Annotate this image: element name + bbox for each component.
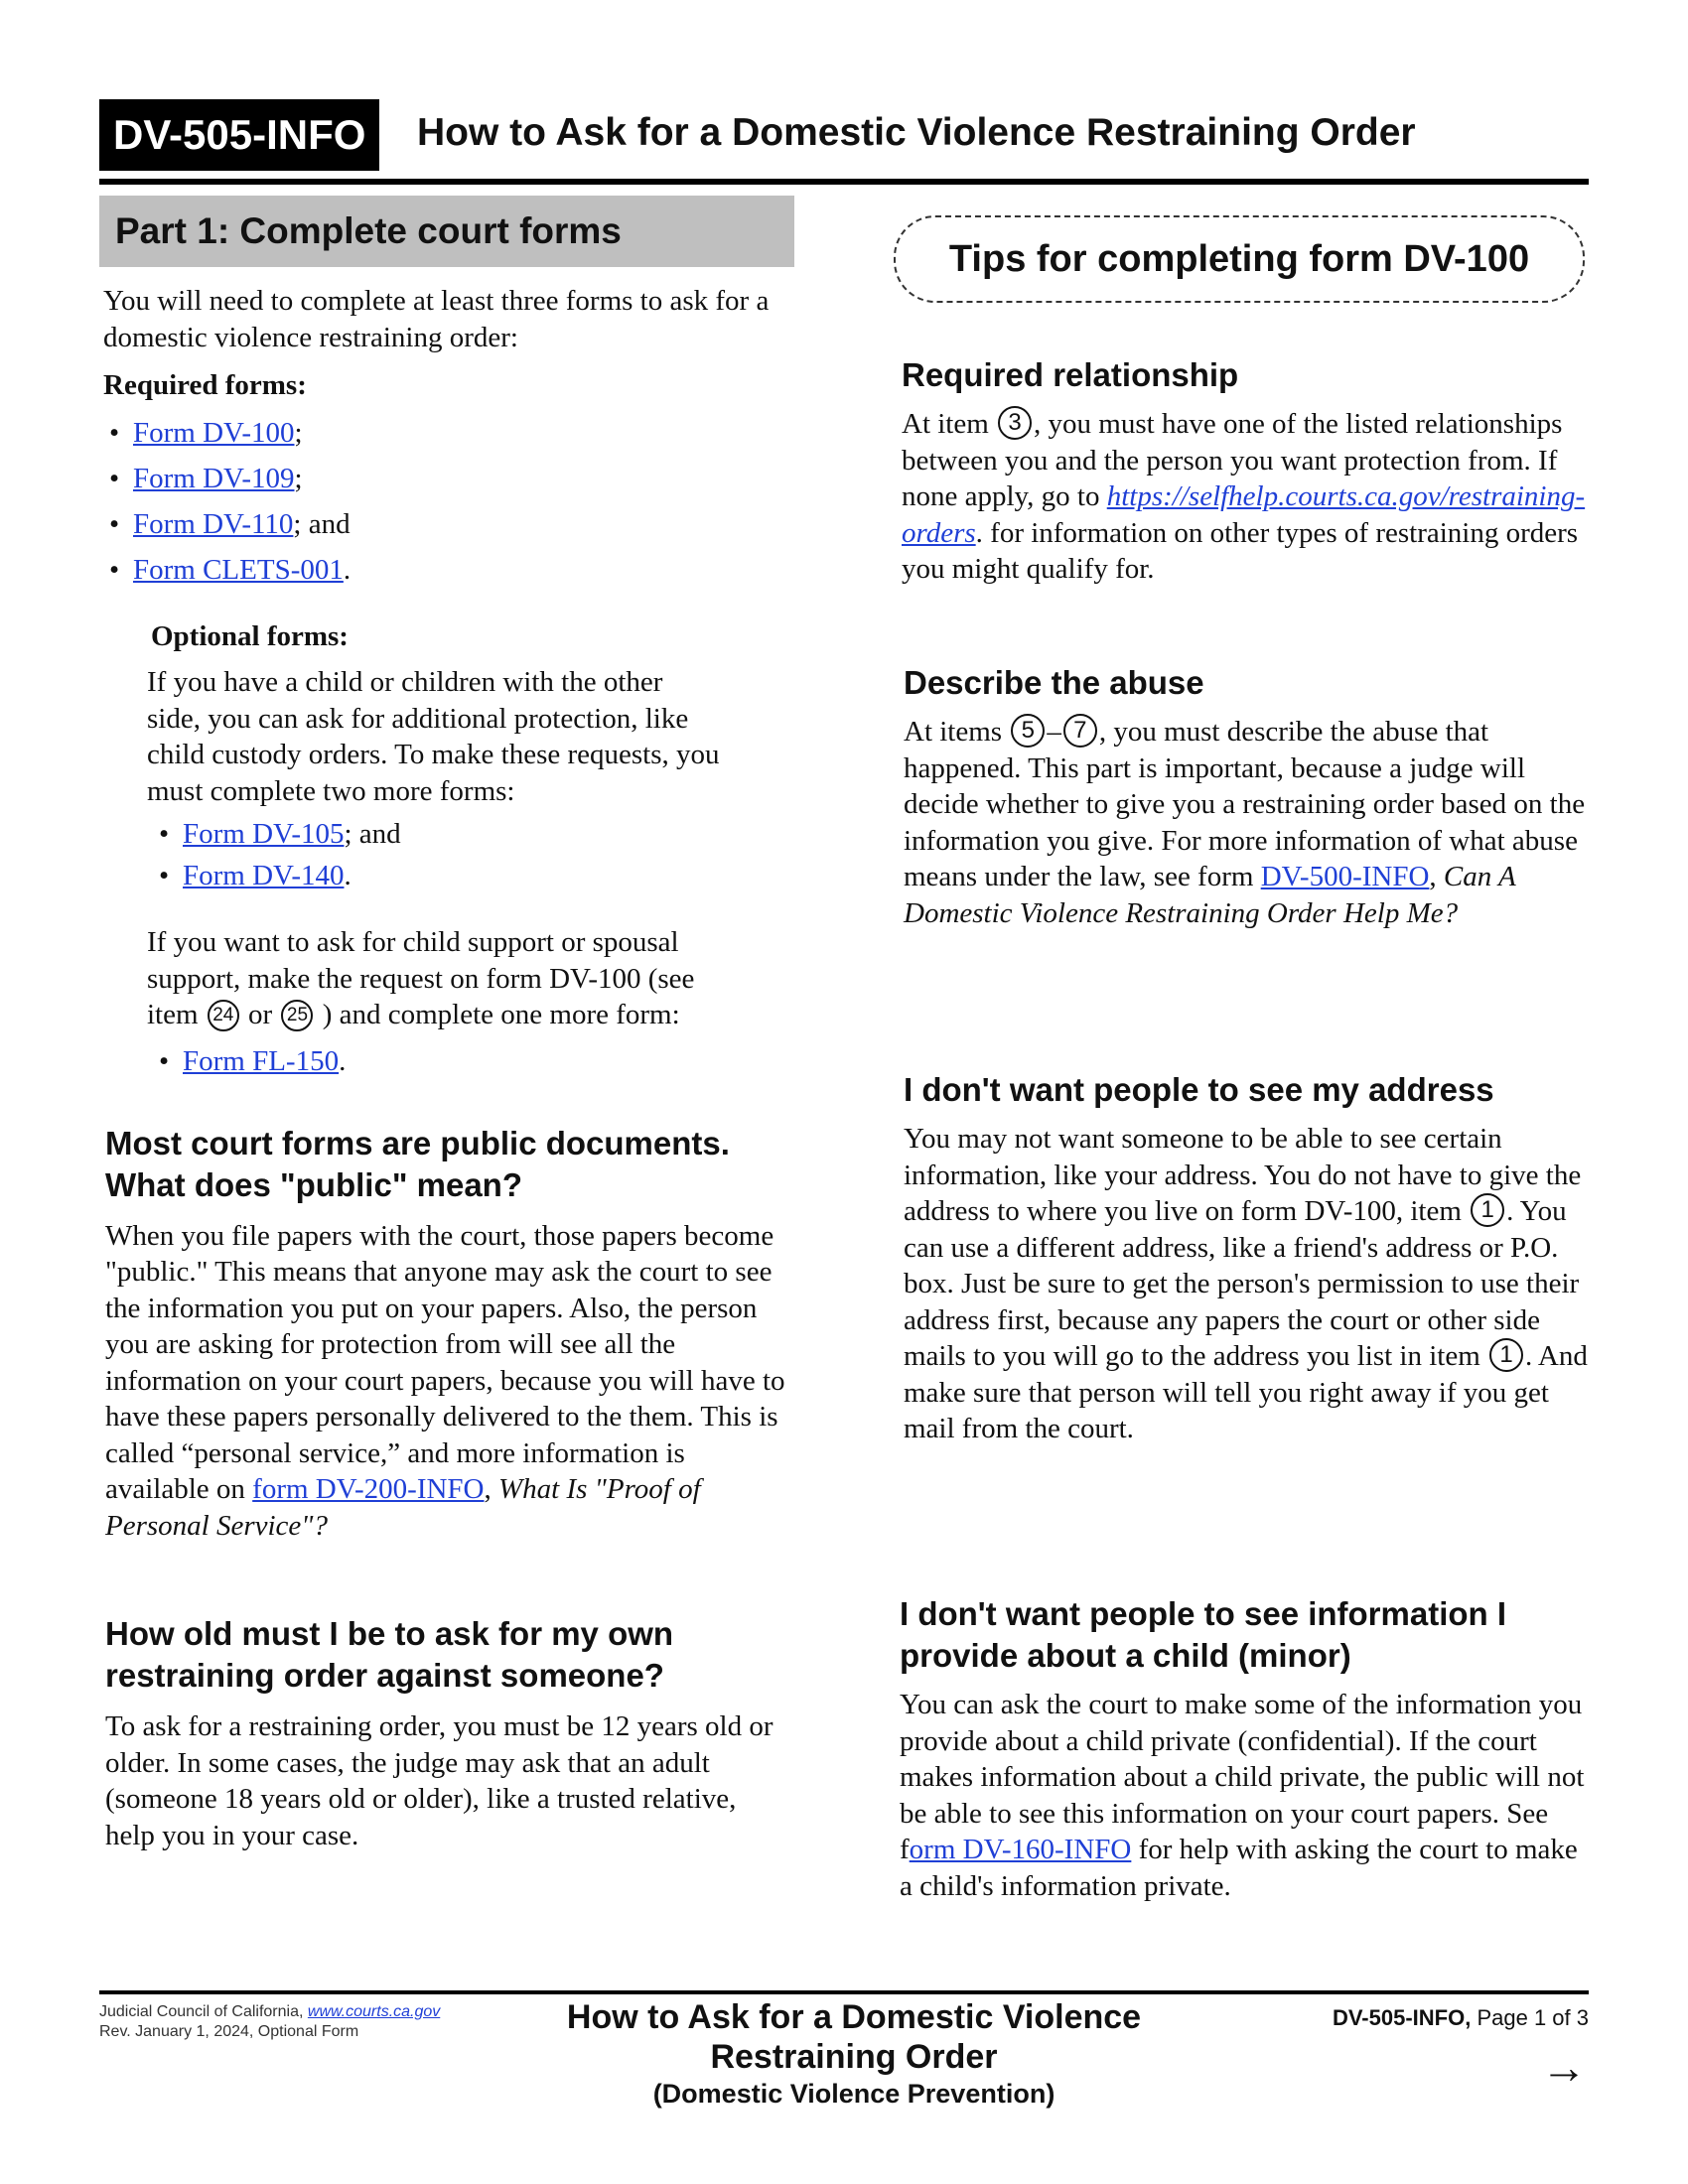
form-dv-105-link[interactable]: Form DV-105 [183, 818, 345, 850]
left-column [99, 196, 794, 1853]
form-dv-500-info-link[interactable]: DV-500-INFO [1260, 861, 1430, 892]
item-number-badge: 7 [1063, 714, 1097, 748]
list-item: • Form CLETS-001. [103, 547, 794, 593]
support-text: If you want to ask for child support or spousal support, make the request on form DV-100 (see item 24 or 25 ) and complete one more form: [147, 926, 695, 1030]
page-number: DV-505-INFO, Page 1 of 3 [1332, 2005, 1589, 2030]
form-dv-100-link[interactable]: Form DV-100 [133, 416, 295, 449]
intro-text: You will need to complete at least three forms to ask for a domestic violence restraining order: [103, 285, 770, 353]
relationship-heading: Required relationship [902, 356, 1239, 393]
footer-subtitle: (Domestic Violence Prevention) [652, 2079, 1055, 2109]
list-item: • Form DV-110; and [103, 501, 794, 547]
relationship-section [902, 354, 1587, 588]
courts-site-link[interactable]: www.courts.ca.gov [307, 2003, 441, 2020]
list-item: • Form DV-140. [153, 855, 794, 896]
form-clets-001-link[interactable]: Form CLETS-001 [133, 553, 344, 586]
list-item: • Form DV-100; [103, 410, 794, 456]
abuse-section [904, 662, 1589, 931]
address-text: You may not want someone to be able to see certain information, like your address. You do not have to give the address to where you live on form DV-100, item 1 . You can use a different address, like a friend's address or P.O. box. Just be sure to get the person's permission to use their address first, because any papers the court or other side mails to you will go to the address you list in item 1 . And make sure that person will tell you right away if you get mail from the court. [904, 1123, 1588, 1444]
next-page-arrow-icon[interactable]: → [1541, 2041, 1587, 2093]
optional-forms-list [147, 813, 794, 896]
revision-date: Rev. January 1, 2024, Optional Form [99, 2023, 359, 2040]
form-dv-140-link[interactable]: Form DV-140 [183, 860, 345, 891]
item-number-badge: 1 [1471, 1193, 1504, 1227]
public-documents-text: When you file papers with the court, those papers become "public." This means that anyone may ask the court to see the information you put on your papers. Also, the person you are asking for protection from will see all the information on your court papers, because you will have to have these papers personally delivered to the them. This is called “personal service,” and more information is available on form DV-200-INFO, What Is "Proof of Personal Service"? [105, 1219, 785, 1542]
relationship-text: At item 3 , you must have one of the listed relationships between you and the person you want protection from. If none apply, go to https://selfhelp.courts.ca.gov/restraining-orders. for information on other types of restraining orders you might qualify for. [902, 408, 1586, 585]
child-info-heading: I don't want people to see information I provide about a child (minor) [900, 1595, 1507, 1674]
form-dv-160-info-link[interactable]: orm DV-160-INFO [909, 1834, 1132, 1865]
address-section [904, 1069, 1589, 1447]
list-item: • Form DV-105; and [153, 813, 794, 855]
item-number-badge: 1 [1489, 1338, 1523, 1372]
item-number-badge: 5 [1011, 714, 1045, 748]
required-forms-list [99, 410, 794, 593]
selfhelp-link[interactable]: https://selfhelp.courts.ca.gov/restraining-orders [902, 480, 1586, 549]
item-number-badge: 25 [281, 1000, 313, 1031]
form-fl-150-link[interactable]: Form FL-150 [183, 1044, 340, 1077]
list-item: • Form DV-109; [103, 456, 794, 501]
item-number-badge: 3 [998, 406, 1032, 440]
page-header [99, 99, 1589, 179]
footer-title-block [516, 1997, 1192, 2111]
child-info-section [900, 1593, 1589, 1904]
form-dv-109-link[interactable]: Form DV-109 [133, 462, 295, 494]
footer-title: How to Ask for a Domestic Violence Restraining Order [566, 1998, 1142, 2076]
required-forms-heading: Required forms: [103, 369, 307, 401]
form-dv-110-link[interactable]: Form DV-110 [133, 507, 294, 540]
age-text: To ask for a restraining order, you must be 12 years old or older. In some cases, the judge may ask that an adult (someone 18 years old or older), like a trusted relative, help you in your case. [105, 1710, 774, 1851]
child-info-text: You can ask the court to make some of the information you provide about a child private (confidential). If the court makes information about a child private, the public will not be able to see this information on your court papers. See form DV-160-INFO for help with asking the court to make a child's information private. [900, 1689, 1585, 1902]
header-divider [99, 179, 1589, 185]
tips-title: Tips for completing form DV-100 [894, 215, 1585, 303]
part-1-heading: Part 1: Complete court forms [99, 196, 794, 267]
page-title: How to Ask for a Domestic Violence Restraining Order [417, 111, 1416, 154]
address-heading: I don't want people to see my address [904, 1071, 1494, 1108]
support-forms-list [147, 1039, 794, 1083]
age-heading: How old must I be to ask for my own restraining order against someone? [105, 1615, 674, 1694]
footer-info: Judicial Council of California, www.courts.ca.gov Rev. January 1, 2024, Optional Form [99, 2003, 441, 2040]
form-dv-200-info-link[interactable]: form DV-200-INFO [252, 1473, 485, 1505]
optional-forms-heading: Optional forms: [151, 619, 349, 652]
abuse-heading: Describe the abuse [904, 664, 1204, 701]
item-number-badge: 24 [208, 1000, 239, 1031]
list-item: • Form FL-150. [153, 1039, 794, 1083]
public-documents-heading: Most court forms are public documents. What does "public" mean? [105, 1124, 730, 1203]
form-id-badge: DV-505-INFO [99, 99, 379, 171]
optional-forms-text: If you have a child or children with the other side, you can ask for additional protection, like child custody orders. To make these requests, you must complete two more forms: [147, 666, 720, 807]
footer-divider [99, 1990, 1589, 1994]
abuse-text: At items 5 – 7 , you must describe the abuse that happened. This part is important, because a judge will decide whether to give you a restraining order based on the information you give. For more information of what abuse means under the law, see form DV-500-INFO, Can A Domestic Violence Restraining Order Help Me? [904, 716, 1586, 929]
